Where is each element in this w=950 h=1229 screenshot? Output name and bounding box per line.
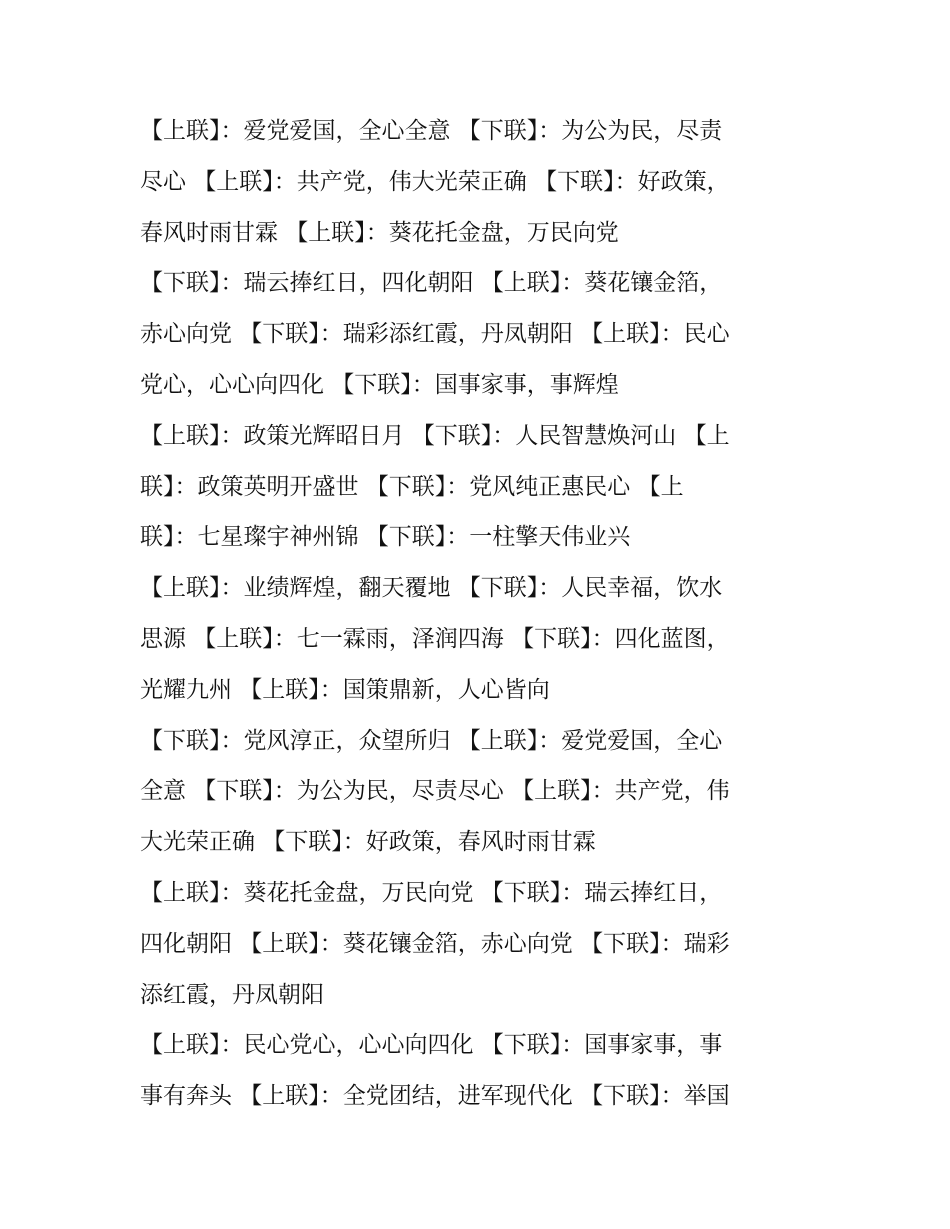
text-line: 光耀九州 【上联】：国策鼎新，人心皆向 <box>140 676 550 703</box>
text-line: 全意 【下联】：为公为民，尽责尽心 【上联】：共产党，伟 <box>140 778 730 805</box>
text-line: 春风时雨甘霖 【上联】：葵花托金盘，万民向党 <box>140 219 619 246</box>
text-line: 联】：政策英明开盛世 【下联】：党风纯正惠民心 【上 <box>140 473 684 500</box>
text-line: 【上联】：葵花托金盘，万民向党 【下联】：瑞云捧红日， <box>140 879 723 906</box>
text-line: 大光荣正确 【下联】：好政策，春风时雨甘霖 <box>140 829 596 856</box>
text-line: 尽心 【上联】：共产党，伟大光荣正确 【下联】：好政策， <box>140 168 730 195</box>
text-line: 思源 【上联】：七一霖雨，泽润四海 【下联】：四化蓝图， <box>140 625 730 652</box>
text-line: 【上联】：政策光辉昭日月 【下联】：人民智慧焕河山 【上 <box>140 422 730 449</box>
text-line: 【下联】：党风淳正，众望所归 【上联】：爱党爱国，全心 <box>140 727 723 754</box>
text-line: 添红霞，丹凤朝阳 <box>140 981 324 1008</box>
text-line: 党心，心心向四化 【下联】：国事家事，事辉煌 <box>140 371 619 398</box>
text-line: 事有奔头 【上联】：全党团结，进军现代化 【下联】：举国 <box>140 1083 730 1110</box>
text-line: 【上联】：业绩辉煌，翻天覆地 【下联】：人民幸福，饮水 <box>140 575 723 602</box>
text-line: 赤心向党 【下联】：瑞彩添红霞，丹凤朝阳 【上联】：民心 <box>140 321 730 348</box>
text-line: 【上联】：爱党爱国，全心全意 【下联】：为公为民，尽责 <box>140 118 723 144</box>
text-line: 联】：七星璨宇神州锦 【下联】：一柱擎天伟业兴 <box>140 524 631 551</box>
text-line: 【上联】：民心党心，心心向四化 【下联】：国事家事，事 <box>140 1032 723 1059</box>
text-line: 【下联】：瑞云捧红日，四化朝阳 【上联】：葵花镶金箔， <box>140 270 723 297</box>
text-line: 四化朝阳 【上联】：葵花镶金箔，赤心向党 【下联】：瑞彩 <box>140 930 730 957</box>
document-body <box>140 106 810 1122</box>
